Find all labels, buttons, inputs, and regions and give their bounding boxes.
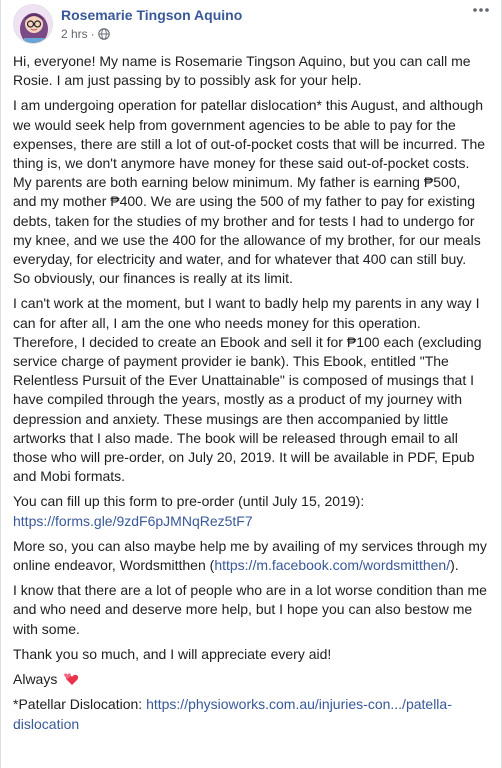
paragraph-preorder: [13, 492, 487, 530]
signoff-text: Always: [13, 671, 58, 688]
post-header: [13, 4, 489, 44]
services-text: More so, you can also maybe help me by availing of my services through my online endeavor, Wordsmitthen (: [13, 537, 487, 574]
paragraph-signoff: [13, 670, 487, 689]
wordsmitthen-link[interactable]: https://m.facebook.com/wordsmitthen/: [214, 557, 451, 574]
paragraph-footnote: [13, 695, 487, 733]
avatar-image: [14, 5, 53, 44]
meta-separator: ·: [90, 27, 95, 41]
physioworks-link[interactable]: https://physioworks.com.au/injuries-con.../patella-dislocation: [13, 696, 452, 732]
ellipsis-icon[interactable]: [469, 2, 493, 18]
paragraph-intro: Hi, everyone! My name is Rosemarie Tingson Aquino, but you can call me Rosie. I am just passing by to possibly ask for your help.: [13, 53, 471, 89]
globe-icon[interactable]: [98, 28, 110, 40]
paragraph-gratitude-request: I know that there are a lot of people who are in a lot worse condition than me and who need and deserve more help, but I hope you can also bestow me with some.: [13, 582, 487, 637]
paragraph-services: [13, 537, 487, 575]
post-time[interactable]: 2 hrs: [61, 27, 88, 41]
two-hearts-icon: [63, 672, 79, 686]
paragraph-ebook: I can't work at the moment, but I want to badly help my parents in any way I can for after all, I am the one who needs money for this operation. Therefore, I decided to create an Ebook and sell it for ₱100 each (excluding service charge of payment provider ie bank). This Ebook, entitled "The Relentless Pursuit of the Ever Unattainable" is composed of musings that I have compiled through the years, mostly as a product of my journey with depression and anxiety. These musings are then accompanied by little artworks that I also made. The book will be released through email to all those who will pre-order, on July 20, 2019. It will be available in PDF, Epub and Mobi formats.: [13, 295, 482, 485]
paragraph-thanks: Thank you so much, and I will appreciate every aid!: [13, 645, 332, 662]
post-meta: [61, 27, 110, 41]
paragraph-situation: I am undergoing operation for patellar dislocation* this August, and although we would seek help from government agencies to be able to pay for the expenses, there are still a lot of out-of-pocket costs that will be incurred. The thing is, we don't anymore have money for these said out-of-pocket costs. My parents are both earning below minimum. My father is earning ₱500, and my mother ₱400. We are using the 500 of my father to pay for existing debts, taken for the studies of my brother and for tests I had to undergo for my knee, and we use the 400 for the allowance of my brother, for our meals everyday, for electricity and water, and for whatever that 400 can still buy. So obviously, our finances is really at its limit.: [13, 97, 486, 287]
services-text-end: ).: [450, 557, 459, 574]
preorder-text: You can fill up this form to pre-order (until July 15, 2019):: [13, 493, 365, 510]
author-name[interactable]: Rosemarie Tingson Aquino: [61, 7, 243, 23]
post-body: [13, 52, 487, 740]
preorder-form-link[interactable]: https://forms.gle/9zdF6pJMNqRez5tF7: [13, 512, 253, 529]
avatar[interactable]: [13, 4, 53, 44]
footnote-text: *Patellar Dislocation:: [13, 696, 147, 713]
